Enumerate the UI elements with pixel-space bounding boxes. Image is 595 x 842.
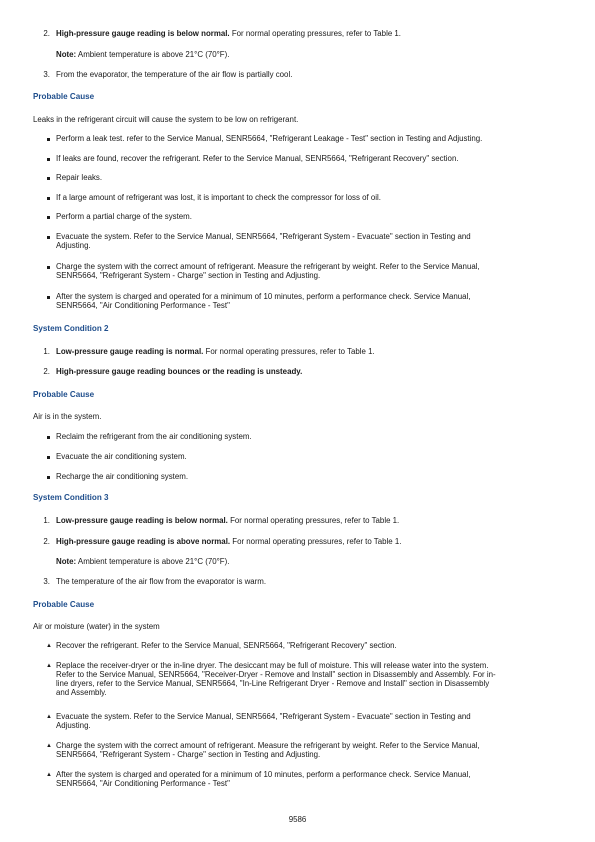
- section-heading: Probable Cause: [33, 92, 95, 101]
- bullet-icon: [47, 476, 50, 479]
- list-number: 3.: [43, 577, 50, 586]
- list-item: After the system is charged and operated for a minimum of 10 minutes, perform a performance check. Service Manual,: [56, 770, 471, 779]
- condition-item-bold: Low-pressure gauge reading is normal.: [56, 347, 204, 356]
- list-item: Evacuate the air conditioning system.: [56, 452, 187, 461]
- bullet-icon: [47, 177, 50, 180]
- list-item: Perform a partial charge of the system.: [56, 212, 192, 221]
- condition-item-text: For normal operating pressures, refer to Table 1.: [203, 347, 375, 356]
- cause-intro: Air or moisture (water) in the system: [33, 622, 160, 631]
- arrow-bullet-icon: ▲: [46, 772, 52, 778]
- section-heading: System Condition 2: [33, 324, 109, 333]
- condition-item-text: For normal operating pressures, refer to Table 1.: [227, 516, 400, 525]
- condition-item: [56, 29, 401, 39]
- condition-item-text: For normal operating pressures, refer to Table 1.: [229, 29, 401, 38]
- list-item: Recharge the air conditioning system.: [56, 472, 189, 481]
- arrow-bullet-icon: ▲: [46, 714, 52, 720]
- list-item-continuation: Adjusting.: [56, 721, 91, 730]
- cause-intro: Leaks in the refrigerant circuit will cause the system to be low on refrigerant.: [33, 115, 299, 124]
- condition-item: From the evaporator, the temperature of the air flow is partially cool.: [56, 70, 293, 79]
- bullet-icon: [47, 236, 50, 239]
- list-number: 3.: [43, 70, 50, 79]
- condition-item: [56, 367, 302, 377]
- list-item-continuation: SENR5664, "Air Conditioning Performance - Test": [56, 301, 230, 310]
- list-item: Reclaim the refrigerant from the air conditioning system.: [56, 432, 252, 441]
- bullet-icon: [47, 436, 50, 439]
- note-text: Ambient temperature is above 21°C (70°F).: [76, 557, 230, 566]
- cause-intro: Air is in the system.: [33, 412, 102, 421]
- list-item: After the system is charged and operated for a minimum of 10 minutes, perform a performance check. Service Manual,: [56, 292, 471, 301]
- list-number: 2.: [43, 537, 50, 546]
- list-item: Repair leaks.: [56, 173, 103, 182]
- note-label: Note:: [56, 557, 77, 566]
- condition-item-bold: High-pressure gauge reading is below normal.: [56, 29, 230, 38]
- page-number: 9586: [288, 815, 307, 824]
- note-text: Ambient temperature is above 21°C (70°F).: [76, 50, 230, 59]
- list-item-continuation: and Assembly.: [56, 688, 107, 697]
- list-item-continuation: SENR5664, "Refrigerant System - Charge" section in Testing and Adjusting.: [56, 271, 321, 280]
- section-heading: Probable Cause: [33, 600, 95, 609]
- condition-item: [56, 347, 375, 357]
- list-item-continuation: line dryers, refer to the Service Manual, SENR5664, "In-Line Refrigerant Dryer - Remove and Install" section in Disassembly: [56, 679, 490, 688]
- note-label: Note:: [56, 50, 77, 59]
- condition-item: The temperature of the air flow from the evaporator is warm.: [56, 577, 267, 586]
- list-number: 1.: [43, 347, 50, 356]
- condition-item-bold: Low-pressure gauge reading is below normal.: [56, 516, 228, 525]
- bullet-icon: [47, 266, 50, 269]
- list-item: Charge the system with the correct amount of refrigerant. Measure the refrigerant by weight. Refer to the Service Manual,: [56, 741, 480, 750]
- list-item: If a large amount of refrigerant was lost, it is important to check the compressor for loss of oil.: [56, 193, 381, 202]
- bullet-icon: [47, 296, 50, 299]
- bullet-icon: [47, 138, 50, 141]
- condition-item: [56, 537, 401, 547]
- list-item: Recover the refrigerant. Refer to the Service Manual, SENR5664, "Refrigerant Recovery" section.: [56, 641, 397, 650]
- bullet-icon: [47, 456, 50, 459]
- list-item: Perform a leak test. refer to the Service Manual, SENR5664, "Refrigerant Leakage - Test" section in Testing and Adjusting.: [56, 134, 483, 143]
- list-number: 2.: [43, 367, 50, 376]
- condition-item-bold: High-pressure gauge reading is above normal.: [56, 537, 231, 546]
- list-number: 2.: [43, 29, 50, 38]
- note: [56, 50, 229, 60]
- list-item-continuation: SENR5664, "Air Conditioning Performance - Test": [56, 779, 230, 788]
- bullet-icon: [47, 216, 50, 219]
- arrow-bullet-icon: ▲: [46, 663, 52, 669]
- section-heading: Probable Cause: [33, 390, 95, 399]
- list-item: If leaks are found, recover the refrigerant. Refer to the Service Manual, SENR5664, "Refrigerant Recovery" section.: [56, 154, 459, 163]
- list-item: Replace the receiver-dryer or the in-line dryer. The desiccant may be full of moisture. This will release water into the system.: [56, 661, 489, 670]
- condition-item: [56, 516, 399, 526]
- note: [56, 557, 229, 567]
- arrow-bullet-icon: ▲: [46, 743, 52, 749]
- list-item-continuation: SENR5664, "Refrigerant System - Charge" section in Testing and Adjusting.: [56, 750, 321, 759]
- section-heading: System Condition 3: [33, 493, 109, 502]
- condition-item-text: For normal operating pressures, refer to Table 1.: [230, 537, 402, 546]
- list-number: 1.: [43, 516, 50, 525]
- list-item-continuation: Refer to the Service Manual, SENR5664, "Receiver-Dryer - Remove and Install" section in Disassembly and Assembly. For in-: [56, 670, 496, 679]
- list-item: Evacuate the system. Refer to the Service Manual, SENR5664, "Refrigerant System - Evacuate" section in Testing and: [56, 712, 471, 721]
- list-item-continuation: Adjusting.: [56, 241, 91, 250]
- list-item: Evacuate the system. Refer to the Service Manual, SENR5664, "Refrigerant System - Evacuate" section in Testing and: [56, 232, 471, 241]
- bullet-icon: [47, 158, 50, 161]
- list-item: Charge the system with the correct amount of refrigerant. Measure the refrigerant by weight. Refer to the Service Manual,: [56, 262, 480, 271]
- bullet-icon: [47, 197, 50, 200]
- condition-item-bold: High-pressure gauge reading bounces or the reading is unsteady.: [56, 367, 303, 376]
- arrow-bullet-icon: ▲: [46, 643, 52, 649]
